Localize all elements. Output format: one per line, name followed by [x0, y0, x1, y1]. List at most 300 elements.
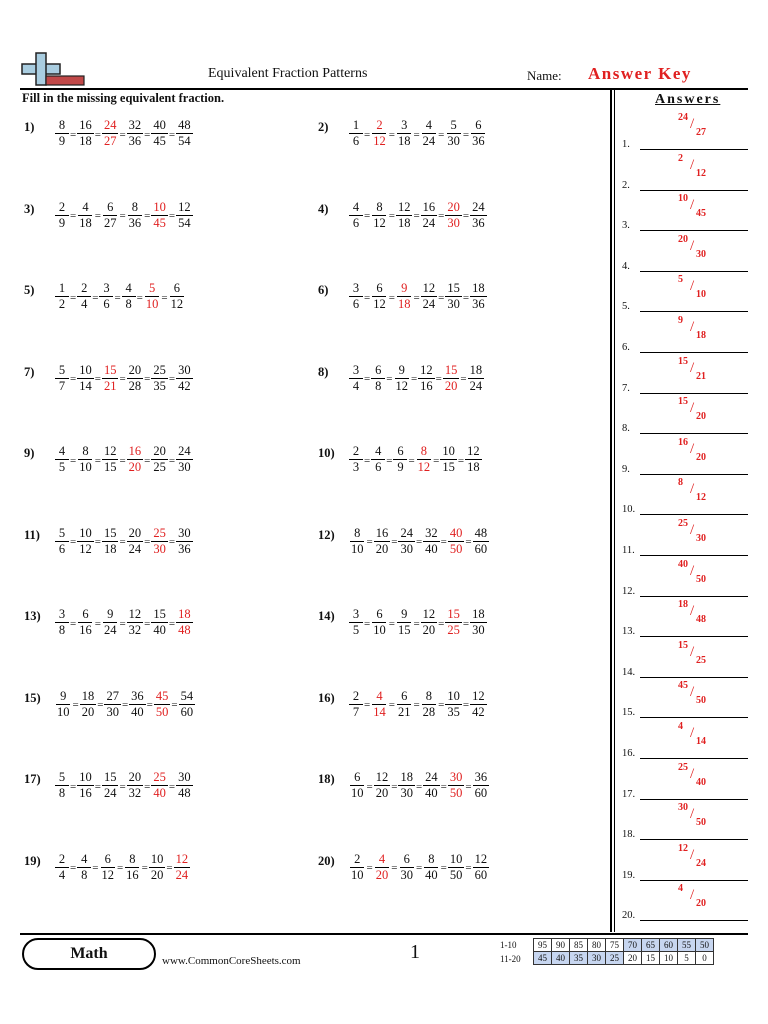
answer-numerator: 10	[678, 193, 688, 205]
numerator: 24	[400, 525, 413, 540]
fraction-slash: /	[690, 562, 695, 579]
missing-fraction	[151, 770, 168, 801]
numerator: 40	[153, 118, 166, 132]
equals-sign: =	[413, 699, 420, 711]
equals-sign: =	[438, 617, 445, 630]
numerator: 16	[128, 444, 142, 458]
equals-sign: =	[94, 780, 101, 793]
answer-row	[620, 841, 748, 881]
fraction	[122, 281, 136, 312]
denominator: 6	[375, 460, 382, 474]
denominator: 60	[474, 786, 488, 800]
answer-denominator: 20	[696, 411, 706, 423]
equals-sign: =	[388, 128, 395, 141]
answer-number: 8.	[622, 423, 630, 435]
numerator: 6	[372, 607, 386, 623]
numerator: 30	[449, 770, 463, 784]
score-row	[534, 939, 714, 952]
denominator: 20	[444, 378, 458, 393]
equals-sign: =	[72, 699, 79, 711]
problem-number: 11)	[24, 527, 40, 542]
answer-denominator: 48	[696, 614, 706, 626]
answer-value	[678, 800, 718, 840]
fraction	[423, 852, 440, 883]
denominator: 20	[128, 460, 142, 474]
column-divider	[610, 89, 612, 932]
denominator: 5	[352, 623, 360, 637]
fraction	[349, 526, 366, 557]
fraction	[470, 689, 487, 720]
numerator: 20	[128, 770, 142, 784]
answer-number: 18.	[622, 829, 636, 841]
denominator: 32	[128, 623, 142, 637]
equals-sign: =	[388, 210, 395, 222]
fraction-slash: /	[690, 887, 695, 904]
numerator: 8	[350, 526, 364, 542]
answer-numerator: 18	[678, 599, 688, 611]
denominator: 7	[352, 704, 360, 719]
denominator: 60	[474, 541, 488, 556]
equals-sign: =	[364, 210, 371, 222]
fraction	[124, 852, 141, 883]
fraction	[349, 607, 363, 638]
denominator: 15	[103, 460, 117, 474]
equals-sign: =	[168, 128, 176, 141]
score-cell: 35	[570, 952, 588, 965]
equals-sign: =	[119, 373, 126, 385]
fraction	[55, 444, 69, 475]
answer-denominator: 50	[696, 817, 706, 829]
numerator: 4	[349, 200, 363, 216]
denominator: 12	[101, 867, 114, 882]
denominator: 18	[397, 134, 411, 148]
answer-value	[678, 719, 718, 759]
numerator: 4	[55, 444, 69, 460]
fraction	[396, 607, 413, 638]
fraction	[55, 281, 69, 312]
denominator: 10	[373, 623, 386, 637]
equals-sign: =	[119, 536, 126, 548]
problem-number: 14)	[318, 609, 335, 623]
fraction	[470, 607, 487, 638]
fraction-sequence	[54, 689, 196, 720]
numerator: 24	[178, 444, 191, 458]
score-cell: 55	[678, 939, 696, 952]
denominator: 21	[103, 378, 117, 393]
missing-fraction	[151, 200, 168, 231]
equals-sign: =	[114, 291, 121, 304]
equals-sign: =	[70, 373, 77, 385]
answer-value	[678, 638, 718, 678]
denominator: 8	[58, 786, 66, 800]
numerator: 3	[349, 281, 363, 297]
equals-sign: =	[168, 454, 176, 467]
answer-row	[620, 232, 748, 272]
denominator: 35	[153, 378, 166, 393]
answer-number: 10.	[622, 504, 636, 516]
numerator: 15	[103, 362, 117, 377]
denominator: 16	[126, 867, 139, 882]
equals-sign: =	[388, 291, 395, 304]
denominator: 24	[422, 297, 436, 311]
equals-sign: =	[168, 617, 176, 630]
denominator: 30	[178, 460, 191, 474]
denominator: 10	[145, 297, 159, 311]
fraction-slash: /	[690, 765, 695, 782]
problem-number: 12)	[318, 527, 335, 542]
numerator: 12	[178, 199, 191, 214]
denominator: 8	[81, 867, 88, 882]
numerator: 8	[422, 689, 436, 705]
missing-fraction	[445, 200, 462, 231]
fraction	[440, 444, 457, 475]
equals-sign: =	[413, 617, 420, 630]
numerator: 3	[349, 363, 363, 379]
fraction-sequence	[348, 118, 488, 149]
answer-denominator: 30	[696, 248, 706, 260]
equals-sign: =	[94, 617, 101, 630]
numerator: 6	[170, 281, 184, 297]
denominator: 30	[472, 623, 485, 637]
numerator: 8	[424, 852, 438, 868]
equals-sign: =	[415, 536, 423, 548]
fraction	[396, 118, 413, 149]
numerator: 10	[442, 444, 455, 458]
answer-value	[678, 110, 718, 150]
numerator: 25	[153, 362, 166, 377]
missing-fraction	[445, 607, 462, 638]
fraction-slash: /	[690, 806, 695, 823]
denominator: 18	[467, 460, 480, 474]
equals-sign: =	[94, 210, 101, 222]
denominator: 6	[352, 215, 360, 230]
fraction	[371, 363, 385, 394]
denominator: 45	[153, 134, 166, 148]
answer-numerator: 15	[678, 355, 688, 367]
answer-numerator: 15	[678, 396, 688, 408]
numerator: 40	[449, 525, 463, 540]
denominator: 10	[351, 541, 364, 556]
fraction	[371, 607, 388, 638]
fraction	[127, 526, 144, 557]
denominator: 20	[422, 623, 436, 637]
fraction	[396, 200, 413, 231]
answer-denominator: 25	[696, 654, 706, 666]
fraction	[398, 526, 415, 557]
answer-row	[620, 313, 748, 353]
numerator: 4	[122, 281, 136, 297]
fraction	[55, 689, 72, 720]
score-cell: 50	[696, 939, 714, 952]
equals-sign: =	[166, 862, 173, 874]
denominator: 12	[373, 297, 386, 311]
answer-number: 7.	[622, 382, 630, 394]
answer-row	[620, 597, 748, 637]
equals-sign: =	[460, 373, 467, 385]
answer-numerator: 45	[678, 680, 688, 692]
numerator: 18	[178, 607, 191, 621]
score-cell: 0	[696, 952, 714, 965]
fraction-sequence	[54, 526, 194, 557]
numerator: 27	[106, 688, 119, 703]
answer-value	[678, 881, 718, 921]
equals-sign: =	[366, 780, 373, 793]
fraction	[55, 200, 69, 231]
numerator: 4	[371, 444, 385, 460]
numerator: 5	[145, 281, 159, 297]
problem-number: 10)	[318, 446, 335, 460]
numerator: 3	[99, 281, 113, 297]
fraction-slash: /	[690, 197, 695, 214]
numerator: 4	[422, 118, 436, 134]
score-cell: 65	[642, 939, 660, 952]
problem-number: 17)	[24, 772, 41, 786]
denominator: 32	[128, 786, 142, 800]
problem-number: 4)	[318, 201, 329, 216]
problem-number: 6)	[318, 283, 329, 297]
answer-numerator: 4	[678, 883, 683, 895]
answer-number: 20.	[622, 910, 636, 922]
denominator: 24	[103, 786, 117, 800]
fraction	[127, 363, 144, 394]
denominator: 20	[375, 867, 389, 882]
fraction	[55, 607, 69, 638]
fraction-sequence	[54, 852, 191, 883]
subject-badge: Math	[22, 938, 156, 970]
answer-value	[678, 354, 718, 394]
fraction	[176, 118, 193, 149]
numerator: 24	[103, 118, 117, 132]
denominator: 48	[178, 786, 191, 800]
numerator: 4	[372, 689, 386, 705]
fraction-sequence	[54, 363, 194, 394]
answer-numerator: 15	[678, 639, 688, 651]
denominator: 12	[170, 297, 184, 311]
equals-sign: =	[94, 454, 101, 467]
answer-numerator: 20	[678, 233, 688, 245]
equals-sign: =	[119, 780, 126, 793]
numerator: 9	[397, 281, 411, 297]
denominator: 50	[449, 867, 463, 882]
numerator: 18	[81, 688, 95, 703]
score-cell: 5	[678, 952, 696, 965]
equals-sign: =	[94, 373, 101, 385]
denominator: 12	[417, 460, 431, 474]
equals-sign: =	[70, 291, 77, 304]
problem-number: 15)	[24, 690, 41, 705]
answer-numerator: 8	[678, 477, 683, 489]
answer-numerator: 5	[678, 274, 683, 286]
missing-fraction	[144, 281, 161, 312]
answer-number: 6.	[622, 342, 630, 353]
equals-sign: =	[438, 128, 445, 141]
numerator: 9	[395, 363, 409, 379]
numerator: 10	[449, 851, 463, 866]
equals-sign: =	[462, 699, 470, 711]
denominator: 12	[395, 378, 408, 393]
answer-number: 17.	[622, 788, 636, 800]
denominator: 36	[472, 297, 485, 311]
score-cell: 45	[534, 952, 552, 965]
fraction-slash: /	[690, 156, 695, 173]
numerator: 8	[417, 444, 431, 460]
numerator: 8	[78, 444, 92, 460]
fraction	[149, 852, 166, 883]
numerator: 12	[422, 281, 436, 295]
answer-denominator: 20	[696, 451, 706, 463]
missing-fraction	[127, 444, 144, 475]
equals-sign: =	[121, 699, 129, 711]
answer-value	[678, 313, 718, 353]
fraction-slash: /	[690, 481, 695, 498]
denominator: 9	[58, 215, 66, 230]
equals-sign: =	[465, 536, 472, 548]
answer-value	[678, 232, 718, 272]
numerator: 12	[128, 607, 142, 621]
answer-denominator: 12	[696, 167, 706, 179]
fraction	[421, 689, 438, 720]
fraction-sequence	[348, 607, 488, 638]
fraction	[104, 689, 121, 720]
denominator: 30	[400, 541, 413, 556]
fraction-sequence	[54, 770, 194, 801]
missing-fraction	[154, 689, 171, 720]
score-row-label: 11-20	[500, 954, 521, 964]
answer-denominator: 27	[696, 127, 706, 138]
denominator: 60	[474, 867, 488, 882]
equals-sign: =	[364, 291, 371, 304]
fraction-sequence	[54, 607, 194, 638]
fraction	[151, 444, 168, 475]
numerator: 15	[447, 281, 460, 295]
denominator: 8	[375, 378, 382, 393]
equals-sign: =	[119, 128, 126, 141]
denominator: 12	[373, 215, 386, 230]
equals-sign: =	[364, 373, 371, 385]
fraction	[445, 689, 462, 720]
plus-minus-logo-icon	[19, 52, 85, 86]
equals-sign: =	[146, 699, 153, 711]
fraction-slash: /	[690, 319, 695, 335]
numerator: 12	[397, 199, 411, 214]
answer-row	[620, 800, 748, 840]
answer-value	[678, 272, 718, 312]
denominator: 30	[400, 867, 413, 882]
fraction	[127, 607, 144, 638]
numerator: 6	[372, 281, 386, 297]
denominator: 5	[58, 460, 66, 474]
problem-number: 2)	[318, 120, 329, 134]
answer-number: 9.	[622, 463, 630, 475]
numerator: 5	[55, 363, 69, 379]
answer-denominator: 12	[696, 492, 706, 504]
answer-number: 3.	[622, 220, 630, 232]
numerator: 6	[78, 607, 92, 623]
equals-sign: =	[410, 373, 418, 385]
numerator: 3	[349, 607, 363, 623]
denominator: 30	[106, 704, 119, 719]
fraction	[445, 281, 462, 312]
numerator: 9	[56, 689, 70, 705]
numerator: 5	[55, 770, 69, 786]
numerator: 2	[372, 118, 386, 134]
denominator: 16	[79, 786, 92, 800]
denominator: 20	[375, 786, 389, 800]
equals-sign: =	[408, 454, 415, 467]
equals-sign: =	[70, 617, 77, 630]
numerator: 24	[425, 770, 438, 784]
score-cell: 95	[534, 939, 552, 952]
answer-number: 12.	[622, 585, 636, 597]
denominator: 18	[103, 541, 117, 556]
fraction	[393, 444, 407, 475]
problem-number: 9)	[24, 446, 35, 460]
denominator: 40	[425, 541, 438, 556]
numerator: 15	[447, 607, 460, 621]
equals-sign: =	[366, 862, 373, 874]
equals-sign: =	[70, 536, 77, 548]
denominator: 25	[447, 623, 460, 637]
fraction	[473, 770, 490, 801]
denominator: 36	[128, 134, 142, 148]
answer-value	[678, 516, 718, 556]
answer-denominator: 10	[696, 289, 706, 301]
numerator: 24	[472, 199, 485, 214]
missing-fraction	[416, 444, 433, 475]
fraction-sequence	[348, 526, 490, 557]
answer-number: 15.	[622, 707, 636, 719]
denominator: 45	[153, 215, 166, 230]
problem-number: 16)	[318, 690, 335, 705]
missing-fraction	[176, 607, 193, 638]
fraction	[176, 770, 193, 801]
denominator: 20	[150, 867, 164, 882]
denominator: 21	[397, 704, 411, 719]
denominator: 6	[58, 541, 66, 556]
answer-numerator: 12	[678, 842, 688, 854]
denominator: 18	[79, 134, 92, 148]
fraction	[129, 689, 146, 720]
fraction	[470, 118, 487, 149]
equals-sign: =	[391, 862, 398, 874]
fraction-slash: /	[690, 359, 695, 376]
answer-number: 1.	[622, 139, 630, 150]
fraction-slash: /	[690, 522, 695, 538]
equals-sign: =	[168, 373, 176, 385]
numerator: 9	[397, 607, 411, 623]
denominator: 28	[128, 378, 142, 393]
numerator: 48	[178, 118, 191, 132]
equals-sign: =	[364, 617, 371, 630]
denominator: 40	[153, 786, 166, 800]
equals-sign: =	[97, 699, 104, 711]
numerator: 48	[474, 525, 488, 540]
fraction	[77, 444, 94, 475]
fraction	[169, 281, 186, 312]
equals-sign: =	[92, 291, 99, 304]
denominator: 40	[153, 623, 166, 637]
fraction	[371, 200, 388, 231]
equals-sign: =	[168, 210, 176, 222]
denominator: 24	[469, 378, 483, 393]
fraction	[470, 281, 487, 312]
denominator: 28	[422, 704, 436, 719]
fraction-sequence	[348, 770, 490, 801]
fraction	[102, 526, 119, 557]
answer-denominator: 21	[696, 370, 706, 382]
fraction	[55, 526, 69, 557]
equals-sign: =	[438, 210, 445, 222]
